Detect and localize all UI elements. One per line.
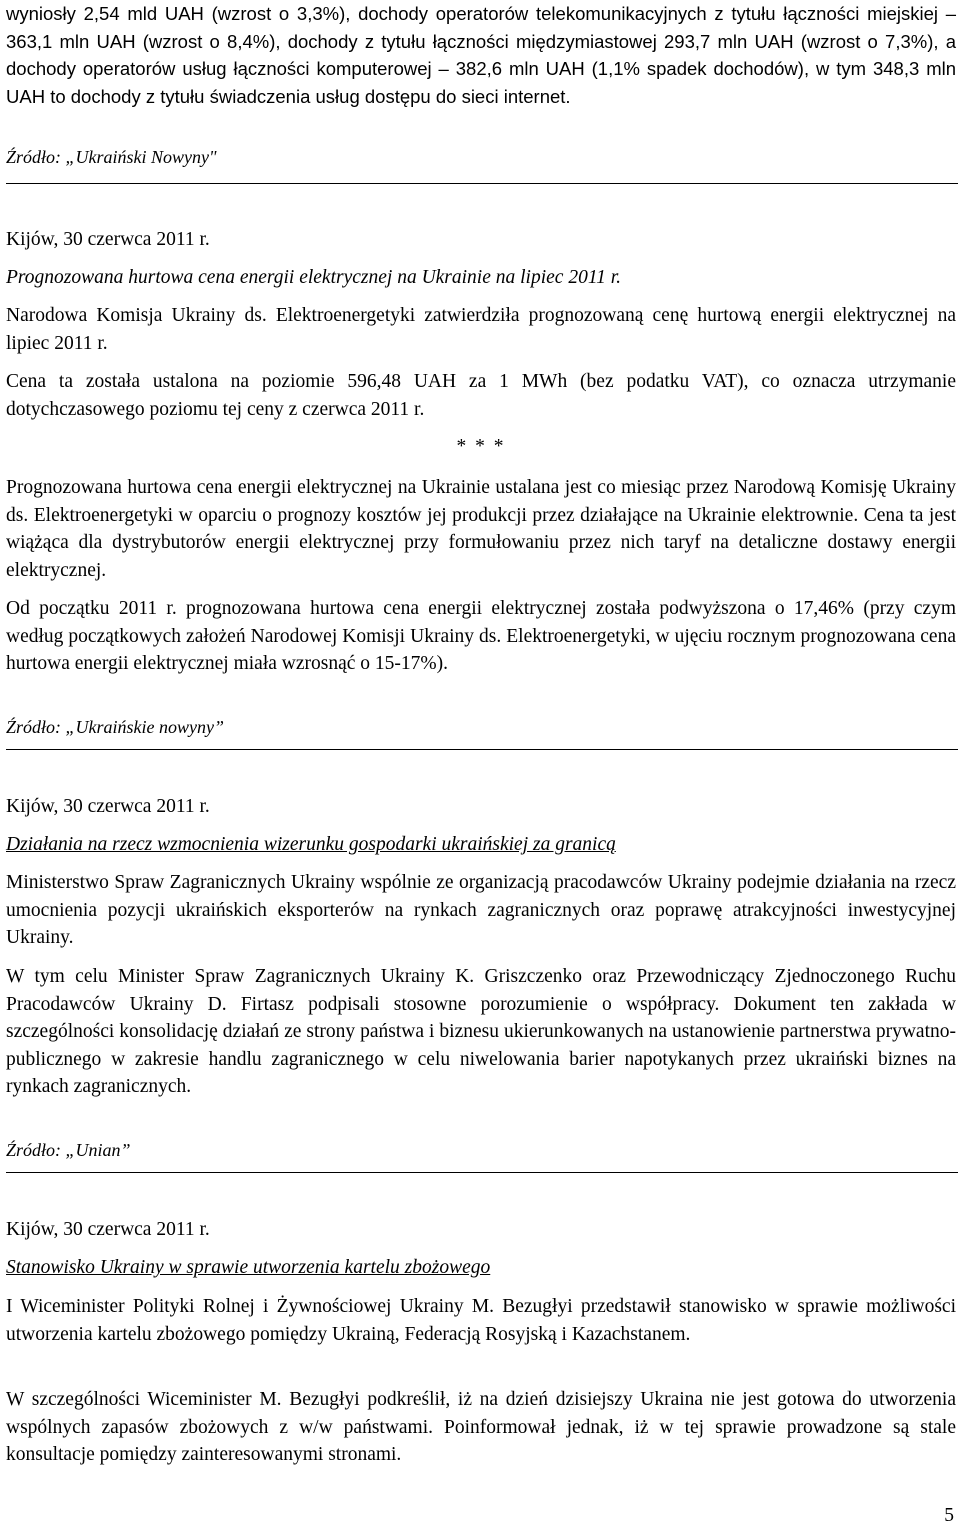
article2-paragraph-1: Ministerstwo Spraw Zagranicznych Ukrainy wspólnie ze organizacją pracodawców Ukrainy podejmie działania na rzecz umocnienia pozycji ukraińskich eksporterów na rynkach zagranicznych oraz poprawę atrakcyjności inwestycyjnej Ukrainy. (6, 872, 956, 948)
article1-source: Źródło: „Ukraińskie nowyny” (6, 717, 224, 737)
article1-paragraph-2: Cena ta została ustalona na poziomie 596,48 UAH za 1 MWh (bez podatku VAT), co oznacza utrzymanie dotychczasowego poziomu tej ceny z czerwca 2011 r. (6, 371, 956, 420)
article3-paragraph-1: I Wiceminister Polityki Rolnej i Żywnościowej Ukrainy M. Bezugłyi przedstawił stanowisko w sprawie możliwości utworzenia kartelu zbożowego pomiędzy Ukrainą, Federacją Rosyjską i Kazachstanem. (6, 1296, 956, 1345)
page-number: 5 (944, 1505, 954, 1526)
article1-paragraph-4: Od początku 2011 r. prognozowana hurtowa cena energii elektrycznej została podwyższona o 17,46% (przy czym według początkowych założeń Narodowej Komisji Ukrainy ds. Elektroenergetyki, w ujęciu rocznym prognozowana cena hurtowa energii elektrycznej miała wzrosnąć o 15-17%). (6, 598, 956, 674)
article1-paragraph-1: Narodowa Komisja Ukrainy ds. Elektroenergetyki zatwierdziła prognozowaną cenę hurtową energii elektrycznej na lipiec 2011 r. (6, 305, 956, 354)
divider (6, 183, 958, 184)
divider (6, 749, 958, 750)
article1-title: Prognozowana hurtowa cena energii elektrycznej na Ukrainie na lipiec 2011 r. (6, 267, 622, 288)
article2-source: Źródło: „Unian” (6, 1140, 131, 1160)
intro-paragraph: wyniosły 2,54 mld UAH (wzrost o 3,3%), dochody operatorów telekomunikacyjnych z tytułu łączności miejskiej – 363,1 mln UAH (wzrost o 8,4%), dochody z tytułu łączności międzymiastowej 293,7 mln UAH (wzrost o 7,3%), a dochody operatorów usług łączności komputerowej – 382,6 mln UAH (1,1% spadek dochodów), w tym 348,3 mln UAH to dochody z tytułu świadczenia usług dostępu do sieci internet. (6, 3, 956, 107)
intro-source: Źródło: „Ukraiński Nowyny" (6, 147, 217, 167)
article1-date: Kijów, 30 czerwca 2011 r. (6, 229, 210, 250)
article2-paragraph-2: W tym celu Minister Spraw Zagranicznych Ukrainy K. Griszczenko oraz Przewodniczący Zjednoczonego Ruchu Pracodawców Ukrainy D. Firtasz podpisali stosowne porozumienie o współpracy. Dokument ten zakłada w szczególności konsolidację działań ze strony państwa i biznesu ukierunkowanych na ustanowienie partnerstwa prywatno-publicznego w zakresie handlu zagranicznego w celu niwelowania barier napotykanych przez ukraiński biznes na rynkach zagranicznych. (6, 966, 956, 1097)
article2-title: Działania na rzecz wzmocnienia wizerunku gospodarki ukraińskiej za granicą (6, 834, 616, 855)
article3-paragraph-2: W szczególności Wiceminister M. Bezugłyi podkreślił, iż na dzień dzisiejszy Ukraina nie jest gotowa do utworzenia wspólnych zapasów zbożowych z w/w państwami. Poinformował jednak, iż w tej sprawie prowadzone są stale konsultacje pomiędzy zainteresowanymi stronami. (6, 1389, 956, 1465)
article2-date: Kijów, 30 czerwca 2011 r. (6, 796, 210, 817)
article3-date: Kijów, 30 czerwca 2011 r. (6, 1219, 210, 1240)
article1-paragraph-3: Prognozowana hurtowa cena energii elektrycznej na Ukrainie ustalana jest co miesiąc przez Narodową Komisję Ukrainy ds. Elektroenergetyki w oparciu o prognozy kosztów jej produkcji przez działające na Ukrainie elektrownie. Cena ta jest wiążąca dla dystrybutorów energii elektrycznej przy formułowaniu przez nich taryf na detaliczne dostawy energii elektrycznej. (6, 477, 956, 581)
separator: * * * (456, 436, 506, 457)
divider (6, 1172, 958, 1173)
article3-title: Stanowisko Ukrainy w sprawie utworzenia kartelu zbożowego (6, 1257, 491, 1278)
